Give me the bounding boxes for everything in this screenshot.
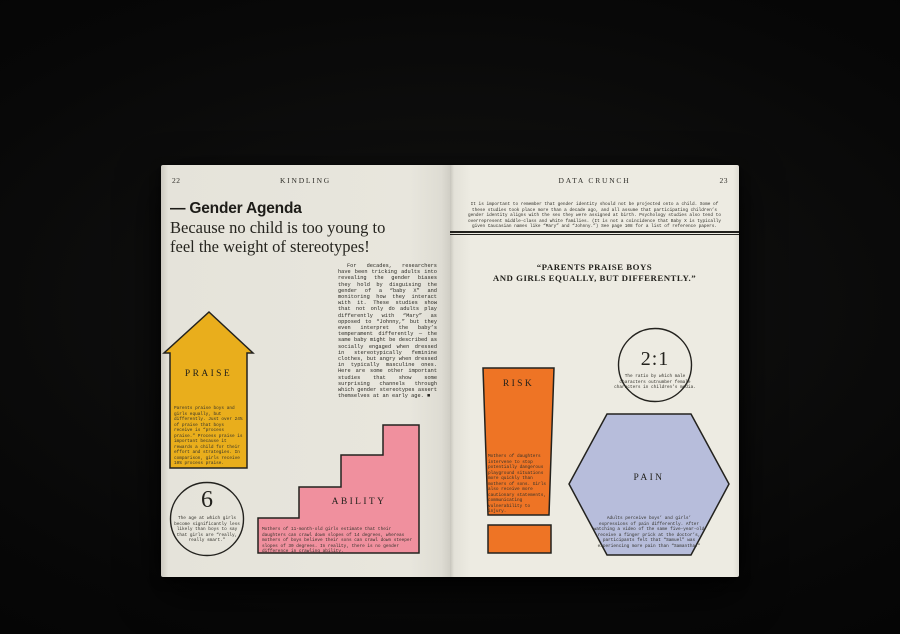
praise-caption: Parents praise boys and girls equally, but differently. Just over 24% of praise that boys receive is “process praise.” Process praise is important because it rewards a child for their effort and strategies. In comparison, girls receive 10% process praise. — [174, 406, 243, 466]
page-number-right: 23 — [719, 176, 728, 185]
page-left — [161, 165, 450, 577]
running-head-right: DATA CRUNCH — [558, 176, 631, 185]
pain-label: PAIN — [633, 473, 665, 483]
praise-label: PRAISE — [184, 369, 233, 379]
running-head-left: KINDLING — [279, 176, 332, 185]
ability-caption: Mothers of 11-month-old girls estimate that their daughters can crawl down slopes of 14 degrees, whereas mothers of boys believe their sons can crawl down steeper slopes of 30 degrees. In reality, there is no gender difference in crawling ability. — [262, 527, 413, 554]
intro-paragraph: For decades, researchers have been tricking adults into revealing the gender biases they hold by disguising the gender of a “baby X” and monitoring how they interact with it. These studies show that not only do adults play differently with “Mary” as opposed to “Johnny,” but they even interpret the baby’s temperament differently — the same baby might be described as socially engaged when dressed in stereotypically feminine clothes, but angry when dressed in typically masculine ones. Here are some other important studies that show some surprising channels through which gender stereotypes assert themselves at an early age. ■ — [338, 263, 437, 400]
pull-quote-line1: “PARENTS PRAISE BOYS — [536, 262, 653, 272]
magazine-spread — [161, 165, 739, 577]
disclaimer-paragraph: It is important to remember that gender identity should not be projected onto a child. Some of these studies took place more than a decade ago, and all assume that participating children’s gender identity aligns with the sex they were assigned at birth. Psychology studies also tend to overrepresent middle-class and white families. (It is not a coincidence that Baby X is typically given Caucasian names like “Mary” and “Johnny.”) See page 108 for a list of reference papers. — [468, 202, 721, 230]
headline-line2: feel the weight of stereotypes! — [170, 237, 370, 256]
page-right — [450, 165, 739, 577]
risk-caption: Mothers of daughters intervene to stop potentially dangerous playground situations more quickly than mothers of sons. Girls also receive more cautionary statements, communicating vulnerability to injury. — [488, 454, 546, 514]
age-stat-caption: The age at which girls become significantly less likely than boys to say that girls are “really, really smart.” — [174, 516, 240, 543]
page-number-left: 22 — [172, 176, 181, 185]
age-stat-number: 6 — [201, 487, 213, 513]
ratio-stat-number: 2:1 — [640, 348, 670, 370]
ratio-stat-caption: The ratio by which male characters outnumber female characters in children’s media. — [614, 374, 696, 390]
risk-label: RISK — [502, 379, 535, 389]
ability-label: ABILITY — [331, 497, 387, 507]
section-kicker: — Gender Agenda — [170, 200, 302, 217]
headline-line1: Because no child is too young to — [170, 218, 386, 237]
pain-caption: Adults perceive boys’ and girls’ expressions of pain differently. After watching a video of the same five-year-old receive a finger prick at the doctor’s, participants felt that “Samuel” was experiencing more pain than “Samantha.” — [593, 516, 705, 549]
pull-quote-line2: AND GIRLS EQUALLY, BUT DIFFERENTLY.” — [492, 272, 697, 283]
risk-exclamation-dot-shape — [488, 525, 551, 553]
